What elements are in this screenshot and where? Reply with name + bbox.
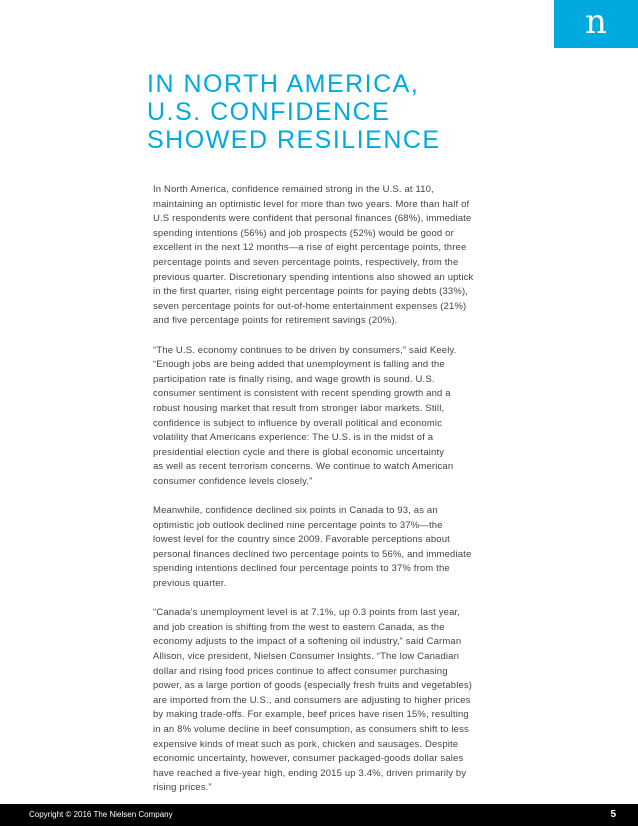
text-line: as well as recent terrorism concerns. We continue to watch American bbox=[153, 461, 454, 473]
page-number: 5 bbox=[610, 809, 616, 820]
text-line: and five percentage points for retirement savings (20%). bbox=[153, 315, 398, 327]
text-line: previous quarter. bbox=[153, 578, 227, 590]
paragraph bbox=[153, 504, 508, 592]
text-line: spending intentions (56%) and job prospects (52%) would be good or bbox=[153, 227, 454, 239]
text-line: optimistic job outlook declined nine percentage points to 37%—the bbox=[153, 519, 443, 531]
article-body bbox=[153, 183, 508, 811]
text-line: presidential election cycle and there is global economic uncertainty bbox=[153, 446, 445, 458]
text-line: in the first quarter, rising eight percentage points for paying debts (33%), bbox=[153, 286, 469, 298]
text-line: consumer confidence levels closely.” bbox=[153, 475, 313, 487]
text-line: previous quarter. Discretionary spending intentions also showed an uptick bbox=[153, 271, 474, 283]
text-line: participation rate is finally rising, and wage growth is sound. U.S. bbox=[153, 373, 435, 385]
text-line: In North America, confidence remained strong in the U.S. at 110, bbox=[153, 184, 434, 195]
text-line: seven percentage points for out-of-home entertainment expenses (21%) bbox=[153, 300, 467, 312]
text-line: consumer sentiment is consistent with recent spending growth and a bbox=[153, 388, 451, 400]
text-line: by making trade-offs. For example, beef prices have risen 15%, resulting bbox=[153, 709, 469, 721]
text-line: volatility that Americans experience: The U.S. is in the midst of a bbox=[153, 432, 434, 444]
title-line: IN NORTH AMERICA, bbox=[147, 70, 420, 98]
text-line: “Canada’s unemployment level is at 7.1%, up 0.3 points from last year, bbox=[153, 607, 461, 619]
text-line: spending intentions declined four percentage points to 37% from the bbox=[153, 563, 450, 575]
text-line: confidence is subject to influence by overall political and economic bbox=[153, 417, 443, 429]
page-footer bbox=[0, 804, 638, 826]
logo-glyph: n bbox=[585, 2, 607, 42]
text-line: Meanwhile, confidence declined six points in Canada to 93, as an bbox=[153, 505, 438, 517]
text-line: dollar and rising food prices continue to affect consumer purchasing bbox=[153, 665, 448, 677]
text-line: rising prices.” bbox=[153, 782, 212, 794]
page-title bbox=[147, 70, 567, 154]
paragraph bbox=[153, 344, 508, 490]
text-line: personal finances declined two percentage points to 56%, and immediate bbox=[153, 548, 472, 560]
paragraph bbox=[153, 183, 508, 329]
text-line: in an 8% volume decline in beef consumption, as consumers shift to less bbox=[153, 723, 469, 735]
text-line: power, as a large portion of goods (especially fresh fruits and vegetables) bbox=[153, 680, 473, 692]
text-line: “The U.S. economy continues to be driven by consumers,” said Keely. bbox=[153, 344, 457, 356]
text-line: lowest level for the country since 2009. Favorable perceptions about bbox=[153, 534, 450, 546]
text-line: U.S respondents were confident that personal finances (68%), immediate bbox=[153, 213, 472, 225]
text-line: excellent in the next 12 months—a rise of eight percentage points, three bbox=[153, 242, 467, 254]
text-line: percentage points and seven percentage points, respectively, from the bbox=[153, 256, 459, 268]
text-line: robust housing market that result from stronger labor markets. Still, bbox=[153, 402, 445, 414]
text-line: economy adjusts to the impact of a softening oil industry,” said Carman bbox=[153, 636, 462, 648]
text-line: maintaining an optimistic level for more than two years. More than half of bbox=[153, 198, 470, 210]
title-line: U.S. CONFIDENCE bbox=[147, 98, 391, 126]
text-line: are imported from the U.S., and consumers are adjusting to higher prices bbox=[153, 694, 471, 706]
text-line: “Enough jobs are being added that unemployment is falling and the bbox=[153, 359, 445, 371]
text-line: economic uncertainty, however, consumer packaged-goods dollar sales bbox=[153, 753, 464, 765]
text-line: expensive kinds of meat such as pork, chicken and sausages. Despite bbox=[153, 738, 459, 750]
title-line: SHOWED RESILIENCE bbox=[147, 126, 441, 154]
text-line: and job creation is shifting from the west to eastern Canada, as the bbox=[153, 621, 445, 633]
paragraph bbox=[153, 606, 508, 796]
nielsen-logo bbox=[554, 0, 638, 48]
text-line: have reached a five-year high, ending 2015 up 3.4%, driven primarily by bbox=[153, 767, 467, 779]
text-line: Allison, vice president, Nielsen Consumer Insights. “The low Canadian bbox=[153, 651, 460, 662]
copyright-text: Copyright © 2016 The Nielsen Company bbox=[29, 810, 173, 819]
